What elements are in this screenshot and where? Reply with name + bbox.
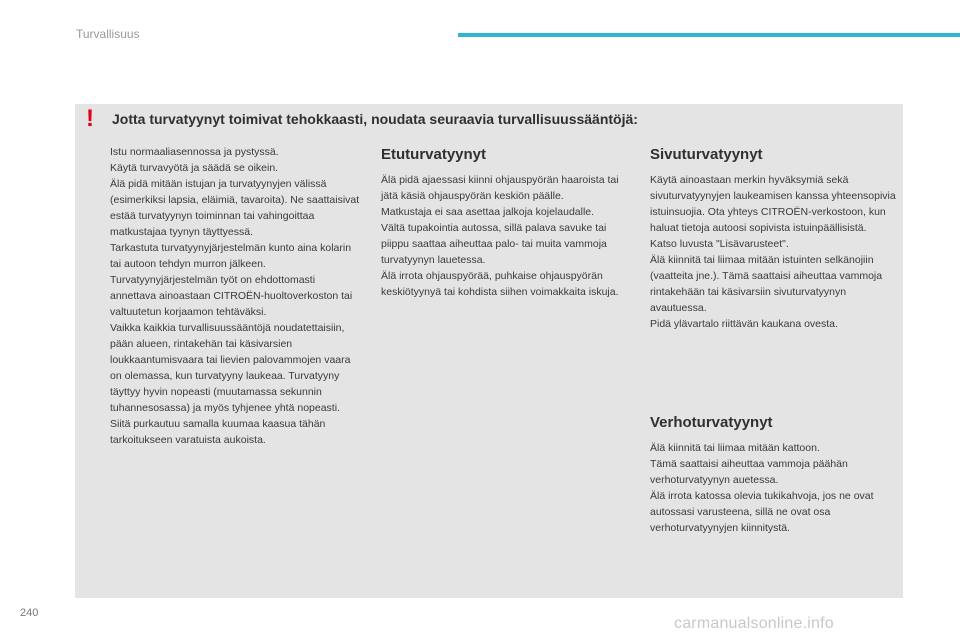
side-airbags-text: Käytä ainoastaan merkin hyväksymiä sekä sivuturvatyynyjen laukeamisen kanssa yhteensopivia istuinsuojia. Ota yhteys CITROËN-verkostoon, kun haluat tietoja autoosi sopivista istuinpäällisistä. Katso luvusta "Lisävarusteet". Älä kiinnitä tai liimaa mitään istuinten selkänojiin (vaatteita jne.). Tämä saattaisi aiheuttaa vammoja rintakehään tai käsivarsiin sivuturvatyynyn avautuessa. Pidä ylävartalo riittävän kaukana ovesta. (650, 174, 896, 330)
general-rules-column (110, 144, 360, 448)
curtain-airbags-title: Verhoturvatyynyt (650, 414, 773, 431)
section-title: Turvallisuus (76, 27, 140, 41)
page-number: 240 (20, 607, 39, 619)
curtain-airbags-section (650, 414, 900, 536)
front-airbags-section (381, 146, 631, 300)
general-rules-text: Istu normaaliasennossa ja pystyssä. Käytä turvavyötä ja säädä se oikein. Älä pidä mitään istujan ja turvatyynyjen välissä (esimerkiksi lapsia, eläimiä, tavaroita). Ne saattaisivat estää turvatyynyn toiminnan tai vahingoittaa matkustajaa tyynyn täyttyessä. Tarkastuta turvatyynyjärjestelmän kunto aina kolarin tai autoon tehdyn murron jälkeen. Turvatyynyjärjestelmän työt on ehdottomasti annettava ainoastaan CITROËN-huoltoverkoston tai valtuutetun korjaamon tehtäväksi. Vaikka kaikkia turvallisuussääntöjä noudatettaisiin, pään alueen, rintakehän tai käsivarsien loukkaantumisvaara tai lievien palovammojen vaara on olemassa, kun turvatyyny laukeaa. Turvatyyny täyttyy hyvin nopeasti (muutamassa sekunnin tuhannesosassa) ja myös tyhjenee yhtä nopeasti. Siitä purkautuu samalla kuumaa kaasua tähän tarkoitukseen varatuista aukoista. (110, 146, 360, 446)
exclamation-warning-icon: ! (86, 105, 94, 132)
header-accent-bar (458, 33, 960, 37)
curtain-airbags-text: Älä kiinnitä tai liimaa mitään kattoon. Tämä saattaisi aiheuttaa vammoja päähän verhoturvatyynyn auetessa. Älä irrota katossa olevia tukikahvoja, jos ne ovat autossasi varusteena, sillä ne ovat osa verhoturvatyynyjen kiinnitystä. (650, 442, 874, 534)
front-airbags-text: Älä pidä ajaessasi kiinni ohjauspyörän haaroista tai jätä käsiä ohjauspyörän keskiön päälle. Matkustaja ei saa asettaa jalkoja kojelaudalle. Vältä tupakointia autossa, sillä palava savuke tai piippu saattaa aiheuttaa palo- tai muita vammoja turvatyynyn lauetessa. Älä irrota ohjauspyörää, puhkaise ohjauspyörän keskiötyynyä tai kohdista siihen voimakkaita iskuja. (381, 174, 619, 298)
warning-heading: Jotta turvatyynyt toimivat tehokkaasti, noudata seuraavia turvallisuussääntöjä: (112, 111, 638, 127)
front-airbags-title: Etuturvatyynyt (381, 146, 487, 163)
side-airbags-title: Sivuturvatyynyt (650, 146, 763, 163)
side-airbags-section (650, 146, 900, 332)
watermark: carmanualsonline.info (674, 615, 834, 632)
